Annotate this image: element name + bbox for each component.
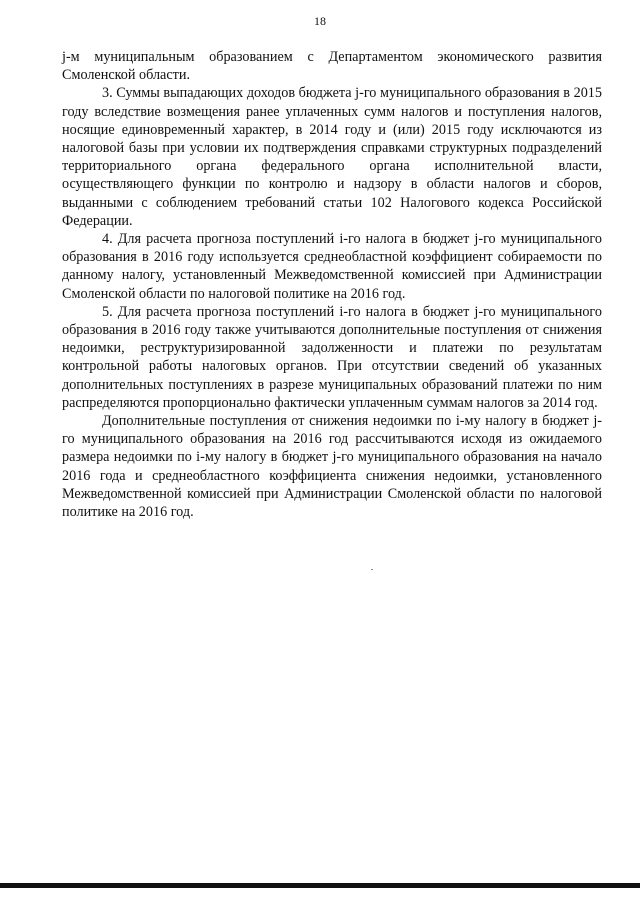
paragraph-additional-receipts: Дополнительные поступления от снижения недоимки по i-му налогу в бюджет j-го муниципального образования на 2016 год рассчитываются исходя из ожидаемого размера недоимки по i-му налогу в бюджет j-го муниципального образования на начало 2016 года и среднеобластного коэффициента снижения недоимки, установленного Межведомственной комиссией при Администрации Смоленской области по налоговой политике на 2016 год. xyxy=(62,413,602,521)
paragraph-item-4: 4. Для расчета прогноза поступлений i-го налога в бюджет j-го муниципального образования в 2016 году используется среднеобластной коэффициент собираемости по данному налогу, установленный Межведомственной комиссией при Администрации Смоленской области по налоговой политике на 2016 год. xyxy=(62,231,602,302)
paragraph-item-3: 3. Суммы выпадающих доходов бюджета j-го муниципального образования в 2015 году вследствие возмещения ранее уплаченных сумм налогов и поступления налогов, носящие единовременный характер, в 2014 году и (или) 2015 году исключаются из налоговой базы при условии их подтверждения справками структурных подразделений территориального органа федерального органа исполнительной власти, осуществляющего функции по контролю и надзору в области налогов и сборов, выданными с соблюдением требований статьи 102 Налогового кодекса Российской Федерации. xyxy=(62,85,602,229)
bottom-rule xyxy=(0,883,640,888)
page-number: 18 xyxy=(314,14,326,28)
paragraph-item-5: 5. Для расчета прогноза поступлений i-го налога в бюджет j-го муниципального образования в 2016 году также учитываются дополнительные поступления от снижения недоимки, реструктуризированной задолженности и платежи по результатам контрольной работы налоговых органов. При отсутствии сведений об указанных дополнительных поступлениях в разрезе муниципальных образований платежи по ним распределяются пропорционально фактически уплаченным суммам налогов за 2014 год. xyxy=(62,303,602,411)
document-body xyxy=(62,48,602,521)
paragraph-continuation: j-м муниципальным образованием с Департаментом экономического развития Смоленской области. xyxy=(62,49,602,84)
scan-speck xyxy=(371,569,373,570)
